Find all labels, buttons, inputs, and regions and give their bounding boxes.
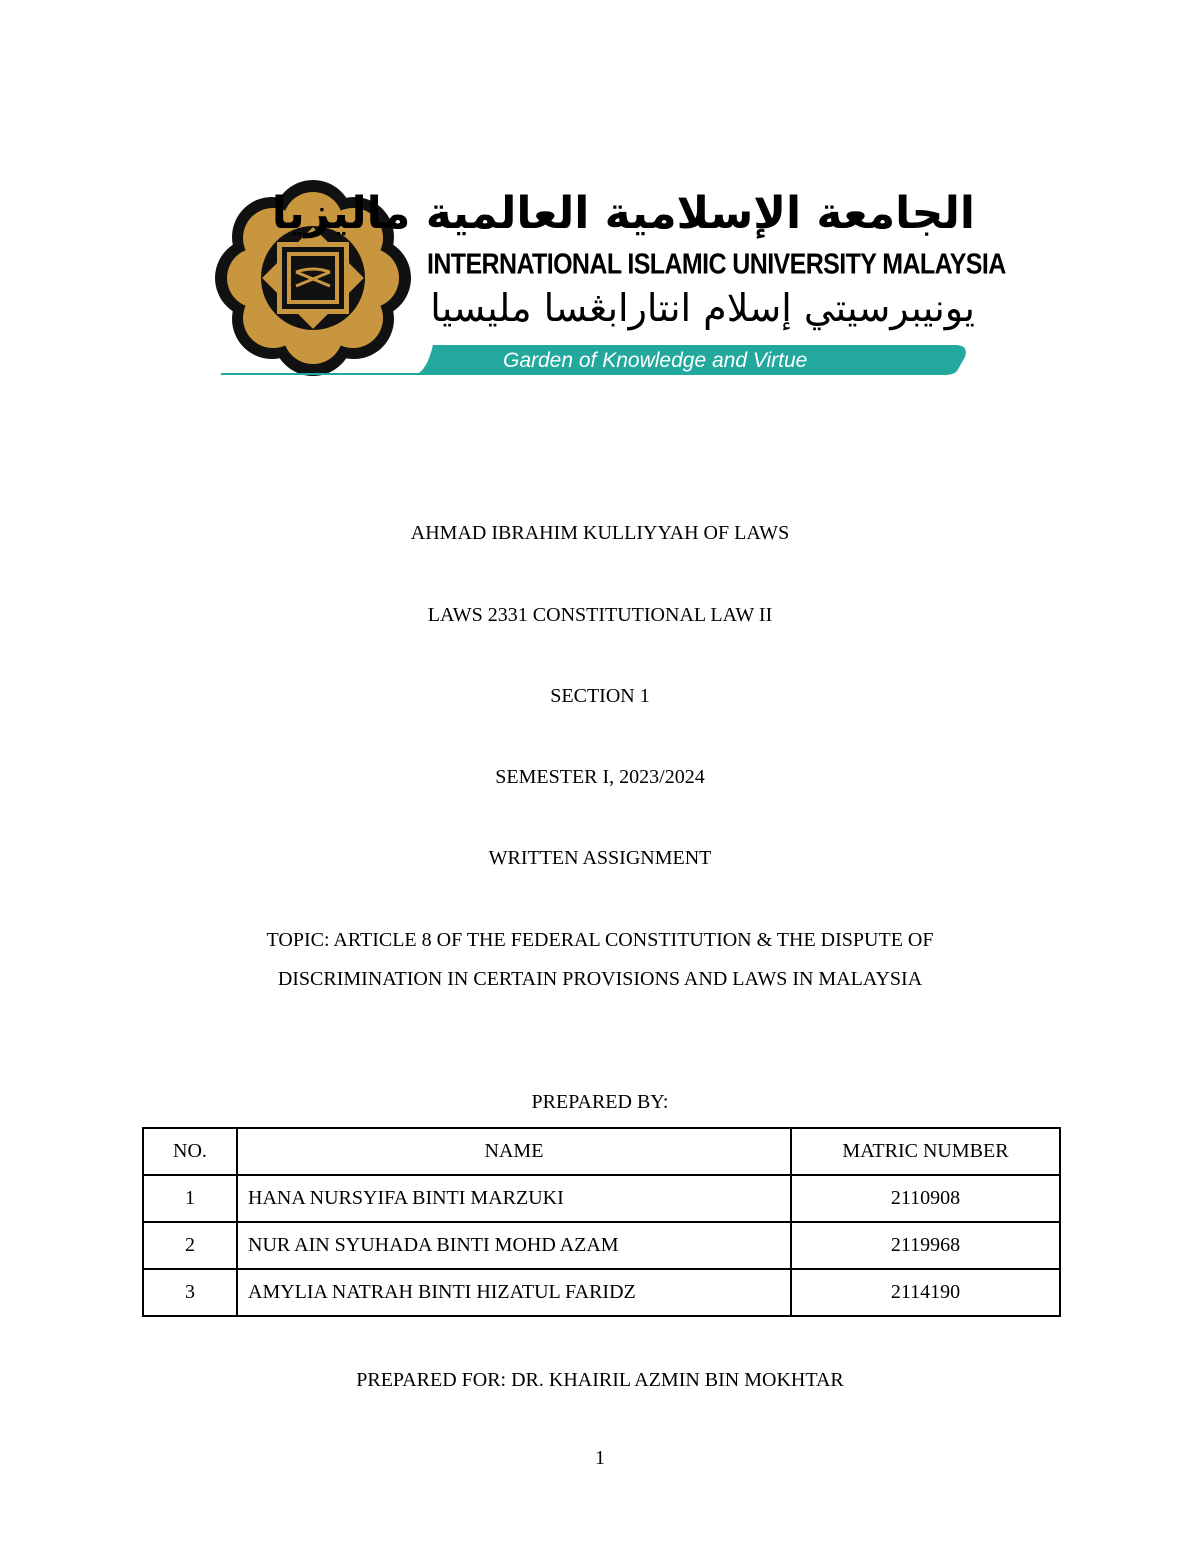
table-header-row <box>143 1128 1060 1175</box>
logo-english-name: INTERNATIONAL ISLAMIC UNIVERSITY MALAYSIA <box>427 248 1006 281</box>
section-label: SECTION 1 <box>550 685 650 707</box>
row-matric: 2114190 <box>791 1269 1060 1316</box>
header-matric: MATRIC NUMBER <box>791 1128 1060 1175</box>
row-no: 3 <box>143 1269 237 1316</box>
row-no: 1 <box>143 1175 237 1222</box>
table-row <box>143 1269 1060 1316</box>
prepared-by-label: PREPARED BY: <box>531 1091 669 1113</box>
table-row <box>143 1222 1060 1269</box>
header-no: NO. <box>143 1128 237 1175</box>
topic-line-1: TOPIC: ARTICLE 8 OF THE FEDERAL CONSTITUTION & THE DISPUTE OF <box>266 929 934 951</box>
university-logo <box>205 185 1006 385</box>
logo-jawi-name: يونيبرسيتي إسلام انتارابڠسا مليسيا <box>430 286 975 330</box>
topic-line-2: DISCRIMINATION IN CERTAIN PROVISIONS AND LAWS IN MALAYSIA <box>277 968 923 990</box>
table-row <box>143 1175 1060 1222</box>
logo-tagline: Garden of Knowledge and Virtue <box>503 349 808 372</box>
page-number: 1 <box>595 1447 605 1469</box>
course-title: LAWS 2331 CONSTITUTIONAL LAW II <box>427 604 773 626</box>
row-matric: 2110908 <box>791 1175 1060 1222</box>
row-name: HANA NURSYIFA BINTI MARZUKI <box>237 1175 791 1222</box>
kulliyyah-name: AHMAD IBRAHIM KULLIYYAH OF LAWS <box>410 522 790 544</box>
row-matric: 2119968 <box>791 1222 1060 1269</box>
logo-underline <box>221 373 441 375</box>
header-name: NAME <box>237 1128 791 1175</box>
row-name: NUR AIN SYUHADA BINTI MOHD AZAM <box>237 1222 791 1269</box>
prepared-for: PREPARED FOR: DR. KHAIRIL AZMIN BIN MOKHTAR <box>356 1369 844 1391</box>
row-name: AMYLIA NATRAH BINTI HIZATUL FARIDZ <box>237 1269 791 1316</box>
semester-label: SEMESTER I, 2023/2024 <box>495 766 705 788</box>
group-members-table <box>142 1127 1061 1317</box>
assignment-type: WRITTEN ASSIGNMENT <box>488 847 712 869</box>
logo-arabic-name: الجامعة الإسلامية العالمية ماليزيا <box>271 188 975 239</box>
row-no: 2 <box>143 1222 237 1269</box>
